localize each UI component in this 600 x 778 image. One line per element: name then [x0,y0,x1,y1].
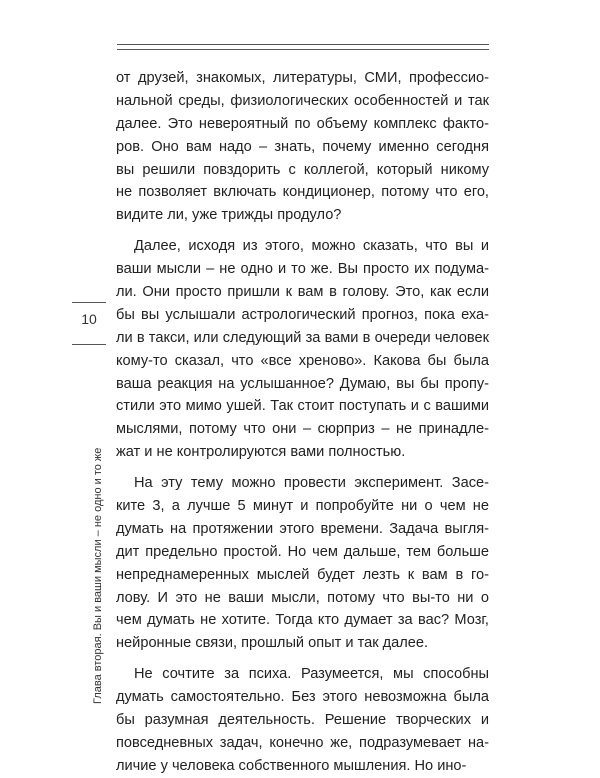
text-line: На эту тему можно провести эксперимент. Засе- [134,475,489,492]
page-number-block [72,302,106,348]
text-line: думать на протяжении этого времени. Задача выгля- [116,520,489,537]
text-line: личие у человека собственного мышления. Но ино- [116,757,467,774]
text-line: ваша реакция на услышанное? Думаю, вы бы пропу- [116,375,489,392]
text-line: далее. Это невероятный по объему комплекс факто- [116,115,489,132]
text-line: лову. И это не ваши мысли, потому что вы-то ни о [116,589,489,606]
body-text [116,67,489,778]
paragraph [116,472,489,655]
text-line: непреднамеренных мыслей будет лезть к вам в го- [116,566,489,583]
text-line: от друзей, знакомых, литературы, СМИ, профессио- [116,70,489,86]
page-number: 10 [81,311,97,327]
text-line: нальной среды, физиологических особенностей и так [116,92,489,109]
text-line: ваши мысли – не одно и то же. Вы просто их подума- [116,261,489,278]
text-line: не позволяет включать кондиционер, потому что его, [116,184,489,201]
page-number-rule-bottom [72,344,106,345]
text-line: Не сочтите за психа. Разумеется, мы способны [134,666,489,683]
text-line: ките 3, а лучше 5 минут и попробуйте ни о чем не [116,498,489,515]
text-line: кому-то сказал, что «все хреново». Какова бы была [116,352,489,369]
text-line: вы решили повздорить с коллегой, который никому [116,161,489,178]
running-head: Глава вторая. Вы и ваши мысли – не одно и то же [92,447,104,704]
text-line: бы разумная деятельность. Решение творческих и [116,712,489,729]
text-line: повседневных задач, конечно же, подразумевает на- [116,734,489,751]
paragraph [116,663,489,777]
text-line: мыслями, потому что они – сюрприз – не принадле- [116,421,489,438]
page-number-rule-top [72,302,106,303]
text-line: дит предельно простой. Но чем дальше, тем больше [116,543,489,560]
paragraph [116,67,489,227]
text-line: видите ли, уже трижды продуло? [116,207,342,224]
text-line: чем думать не хотите. Тогда кто думает за вас? Мозг, [116,612,489,629]
text-line: думать самостоятельно. Без этого невозможна была [116,689,489,706]
text-line: жат и не контролируются вами полностью. [116,444,406,461]
text-line: ров. Оно вам надо – знать, почему именно сегодня [116,138,489,155]
text-line: нейронные связи, прошлый опыт и так далее. [116,635,429,652]
text-line: бы вы услышали астрологический прогноз, пока еха- [116,306,489,323]
header-rule [117,44,489,50]
text-line: Далее, исходя из этого, можно сказать, что вы и [134,238,489,255]
paragraph-gap [116,227,489,235]
text-line: ли в такси, или следующий за вами в очереди человек [116,329,489,346]
paragraph [116,235,489,464]
paragraph-gap [116,464,489,472]
text-line: ли. Они просто пришли к вам в голову. Это, как если [116,284,489,301]
paragraph-gap [116,655,489,663]
text-line: стили это мимо ушей. Так стоит поступать и с вашими [116,398,489,415]
